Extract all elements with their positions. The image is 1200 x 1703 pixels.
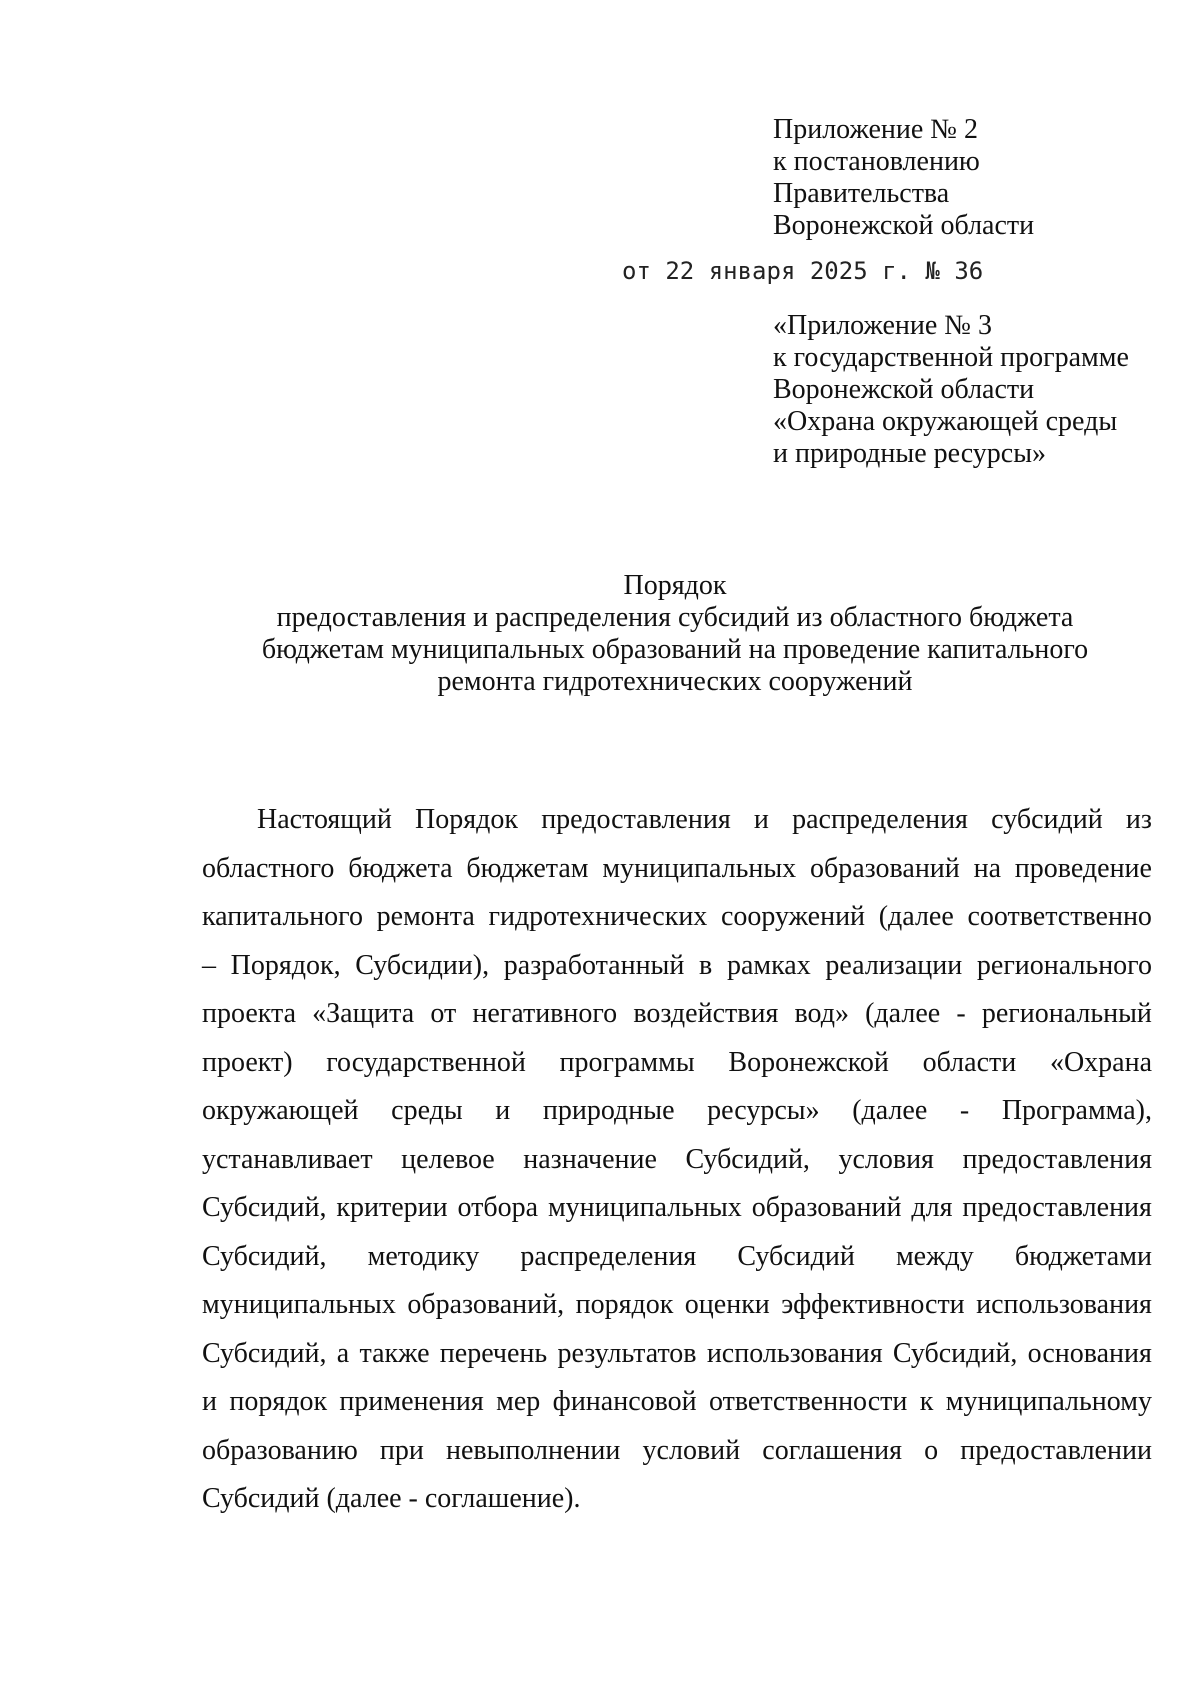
body-word: реализации [825,949,963,981]
body-word: при [379,1434,424,1466]
body-word: муниципальных [547,1192,742,1223]
body-word: Субсидий, [685,1143,810,1175]
body-word: ресурсы» [707,1095,820,1126]
body-line [202,1334,1152,1383]
body-word: Настоящий [257,804,392,835]
body-word: и [202,1386,217,1417]
body-word: Субсидий, [892,1337,1018,1369]
appendix-1-line: Приложение № 2 [773,114,978,145]
body-word: Программа), [1001,1095,1152,1126]
body-line [202,1237,1152,1286]
body-word: невыполнении [446,1434,621,1466]
appendix-2-line: к государственной программе [773,342,1129,373]
appendix-header-1 [773,114,1034,242]
body-line [202,1285,1152,1334]
body-word: оценки [684,1289,770,1320]
body-word: и [753,804,769,835]
body-word: результатов [557,1337,697,1369]
body-word: субсидий [991,804,1103,835]
body-word: Порядок [415,804,518,835]
body-word: к [919,1386,934,1417]
body-word: условия [838,1143,934,1175]
body-word: а [336,1337,350,1369]
body-word: предоставления [962,1192,1152,1223]
body-word: от [430,998,457,1029]
title-line: ремонта гидротехнических сооружений [437,666,913,697]
body-word: в [699,949,713,981]
body-word: распределения [520,1240,697,1272]
appendix-2-line: и природные ресурсы» [773,438,1047,469]
body-word: финансовой [552,1386,697,1417]
body-word: применения [339,1386,484,1417]
body-word: Субсидий [737,1240,855,1272]
body-line [202,849,1152,898]
title-line: бюджетам муниципальных образований на проведение капитального [261,634,1089,665]
body-word: также [359,1337,430,1369]
body-line [202,1479,1152,1528]
body-word: перечень [439,1337,548,1369]
body-word: негативного [472,998,618,1029]
body-word: Субсидий, [202,1192,327,1223]
body-word: государственной [326,1046,526,1078]
body-word: капитального [202,901,363,932]
body-word: - [959,1095,970,1126]
body-word: бюджетами [1014,1240,1152,1272]
body-line [202,1043,1152,1092]
body-word: рамках [726,949,811,981]
body-word: устанавливает [202,1143,373,1175]
body-line [202,946,1152,995]
body-word: условий [642,1434,741,1466]
body-word: соответственно [967,901,1152,932]
body-word: распределения [792,804,968,835]
body-line [202,1091,1152,1140]
body-line [202,994,1152,1043]
body-word: среды [391,1095,463,1126]
title-line: предоставления и распределения субсидий из областного бюджета [276,602,1074,633]
body-word: методику [367,1240,480,1272]
body-word: программы [559,1046,695,1078]
body-word: образований, [407,1289,565,1320]
body-line [202,1431,1152,1480]
appendix-1-line: к постановлению [773,146,980,177]
body-word: – [202,949,216,981]
body-word: мер [496,1386,541,1417]
body-word: муниципальных [202,1289,396,1320]
body-word: для [911,1192,953,1223]
body-word: Субсидий, [202,1337,327,1369]
appendix-1-line: Правительства [773,178,950,209]
body-line [202,1382,1152,1431]
decree-date-stamp: от 22 января 2025 г. № 36 [622,257,984,285]
body-word: предоставлении [960,1434,1152,1466]
body-word: о [924,1434,939,1466]
appendix-header-2 [773,310,1129,470]
body-word: Субсидий, [202,1240,327,1272]
body-word: областного [202,852,335,884]
body-word: (далее [852,1095,928,1126]
body-paragraph [202,800,1152,1528]
body-word: «Охрана [1049,1046,1152,1078]
body-word: образований [751,1192,902,1223]
body-word: региональный [981,998,1152,1029]
body-word: бюджетам [466,852,589,884]
body-word: целевое [401,1143,495,1175]
body-word: предоставления [541,804,731,835]
body-word: проекта [202,998,296,1029]
body-word: предоставления [962,1143,1152,1175]
body-word: соглашения [762,1434,903,1466]
body-word: разработанный [503,949,685,981]
body-word: отбора [457,1192,539,1223]
body-word: между [895,1240,974,1272]
appendix-2-line: Воронежской области [773,374,1035,405]
body-word: на [973,852,1001,884]
body-word: муниципальному [945,1386,1152,1417]
title-line: Порядок [623,570,727,601]
body-word: «Защита [312,998,415,1029]
body-word: порядок [229,1386,328,1417]
body-word: основания [1027,1337,1152,1369]
body-word: Субсидий (далее - соглашение). [202,1483,581,1514]
body-word: - [956,998,966,1029]
body-word: из [1125,804,1152,835]
body-word: и [495,1095,511,1126]
body-word: порядок [575,1289,674,1320]
body-word: муниципальных [602,852,797,884]
body-word: Воронежской [728,1046,889,1078]
body-word: назначение [523,1143,657,1175]
appendix-2-line: «Охрана окружающей среды [773,406,1118,437]
body-word: воздействия [633,998,779,1029]
appendix-1-line: Воронежской области [773,210,1035,241]
body-word: вод» [794,998,849,1029]
body-word: сооружений [720,901,866,932]
body-word: использования [976,1289,1152,1320]
body-word: эффективности [781,1289,965,1320]
body-word: (далее [878,901,954,932]
body-word: природные [542,1095,675,1126]
appendix-2-line: «Приложение № 3 [773,310,992,341]
body-word: (далее [865,998,941,1029]
body-line [202,1188,1152,1237]
body-word: Субсидии), [355,949,490,981]
body-line [202,1140,1152,1189]
body-word: образованию [202,1434,358,1466]
body-word: окружающей [202,1095,359,1126]
body-word: ответственности [709,1386,908,1417]
document-title [0,570,1200,698]
body-word: Порядок, [230,949,341,981]
body-word: проект) [202,1046,293,1078]
body-word: проведение [1014,852,1152,884]
body-word: критерии [336,1192,448,1223]
body-word: ремонта [376,901,475,932]
body-line [202,897,1152,946]
body-line [202,800,1152,849]
body-word: регионального [976,949,1152,981]
body-word: области [922,1046,1017,1078]
body-word: образований [809,852,960,884]
body-word: использования [706,1337,883,1369]
body-word: бюджета [348,852,453,884]
body-word: гидротехнических [488,901,708,932]
